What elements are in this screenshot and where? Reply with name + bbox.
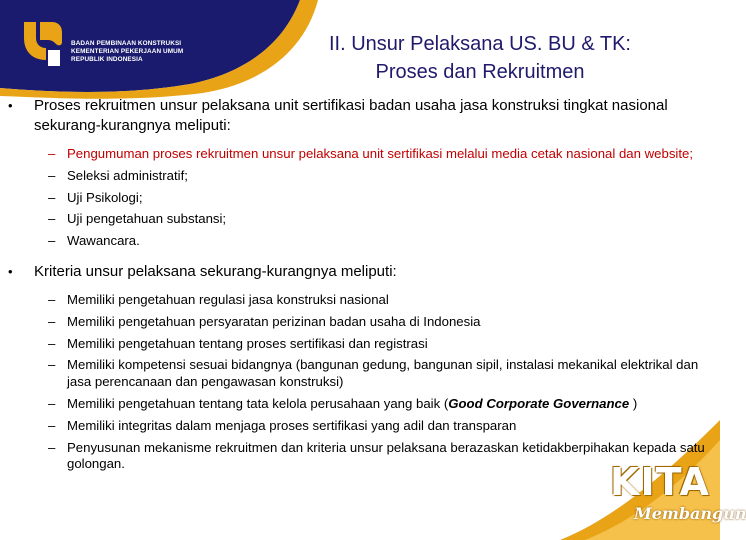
list-item-text: Uji Psikologi;	[67, 189, 143, 205]
pupr-emblem-icon	[22, 20, 64, 68]
list-item-text: Uji pengetahuan substansi;	[67, 211, 227, 227]
list-item	[48, 336, 708, 353]
logo-line: REPUBLIK INDONESIA	[71, 56, 143, 63]
list-item	[48, 146, 708, 163]
list-item-text: Memiliki pengetahuan tentang proses sertifikasi dan registrasi	[67, 335, 428, 351]
dash-icon: –	[48, 146, 56, 161]
dash-icon: –	[48, 211, 56, 227]
bullet-icon: •	[8, 98, 13, 113]
brand-sub: Membangun	[634, 504, 746, 523]
dash-icon: –	[48, 233, 56, 249]
list-item-text: Pengumuman proses rekruitmen unsur pelaksana unit sertifikasi melalui media cetak nasional dan website;	[67, 146, 694, 161]
list-item-text: Seleksi administratif;	[67, 167, 188, 183]
list-item-text	[67, 396, 637, 411]
list-item-text: Memiliki pengetahuan regulasi jasa konstruksi nasional	[67, 291, 389, 307]
dash-icon: –	[48, 417, 56, 433]
bullet-text: Proses rekruitmen unsur pelaksana unit sertifikasi badan usaha jasa konstruksi tingkat nasional sekurang-kurangnya meliputi:	[34, 97, 668, 134]
dash-icon: –	[48, 167, 56, 183]
title-line-2: Proses dan Rekruitmen	[375, 61, 585, 83]
kita-membangun-logo	[604, 458, 746, 528]
brand-word: KITA	[610, 460, 710, 504]
criteria-list	[48, 292, 708, 473]
logo-line: BADAN PEMBINAAN KONSTRUKSI	[71, 40, 182, 47]
list-item-text: Memiliki kompetensi sesuai bidangnya (bangunan gedung, bangunan sipil, instalasi mekanikal elektrikal dan jasa perencanaan dan pengawasan konstruksi)	[67, 357, 699, 390]
dash-icon: –	[48, 189, 56, 205]
slide-title	[280, 30, 680, 86]
dash-icon: –	[48, 395, 56, 411]
bullet-text: Kriteria unsur pelaksana sekurang-kurangnya meliputi:	[34, 262, 397, 280]
list-item	[48, 211, 708, 228]
title-line-1: II. Unsur Pelaksana US. BU & TK:	[329, 33, 631, 55]
list-item-text: Memiliki integritas dalam menjaga proses sertifikasi yang adil dan transparan	[67, 417, 517, 433]
slide-content	[8, 96, 708, 485]
bullet-icon: •	[8, 263, 13, 279]
list-item	[48, 396, 708, 413]
list-item	[48, 418, 708, 435]
list-item	[48, 233, 708, 250]
gcg-text-after: )	[629, 395, 638, 411]
bullet-recruitment-process	[8, 96, 708, 136]
gcg-text-before: Memiliki pengetahuan tentang tata kelola perusahaan yang baik (	[67, 395, 449, 411]
list-item	[48, 168, 708, 185]
list-item	[48, 292, 708, 309]
dash-icon: –	[48, 357, 56, 373]
dash-icon: –	[48, 291, 56, 307]
list-item	[48, 357, 708, 391]
list-item	[48, 190, 708, 207]
dash-icon: –	[48, 335, 56, 351]
logo-line: KEMENTERIAN PEKERJAAN UMUM	[71, 48, 184, 55]
recruitment-steps-list	[48, 146, 708, 250]
list-item	[48, 314, 708, 331]
list-item-text: Wawancara.	[67, 233, 140, 249]
dash-icon: –	[48, 313, 56, 329]
gcg-emphasis: Good Corporate Governance	[448, 395, 630, 411]
list-item-text: Memiliki pengetahuan persyaratan perizinan badan usaha di Indonesia	[67, 313, 481, 329]
list-item-text: Penyusunan mekanisme rekruitmen dan kriteria unsur pelaksana berazaskan ketidakberpihakan kepada satu golongan.	[67, 439, 705, 472]
bullet-criteria	[8, 262, 708, 282]
logo-text	[71, 40, 183, 64]
ministry-logo	[22, 18, 222, 70]
dash-icon: –	[48, 439, 56, 455]
